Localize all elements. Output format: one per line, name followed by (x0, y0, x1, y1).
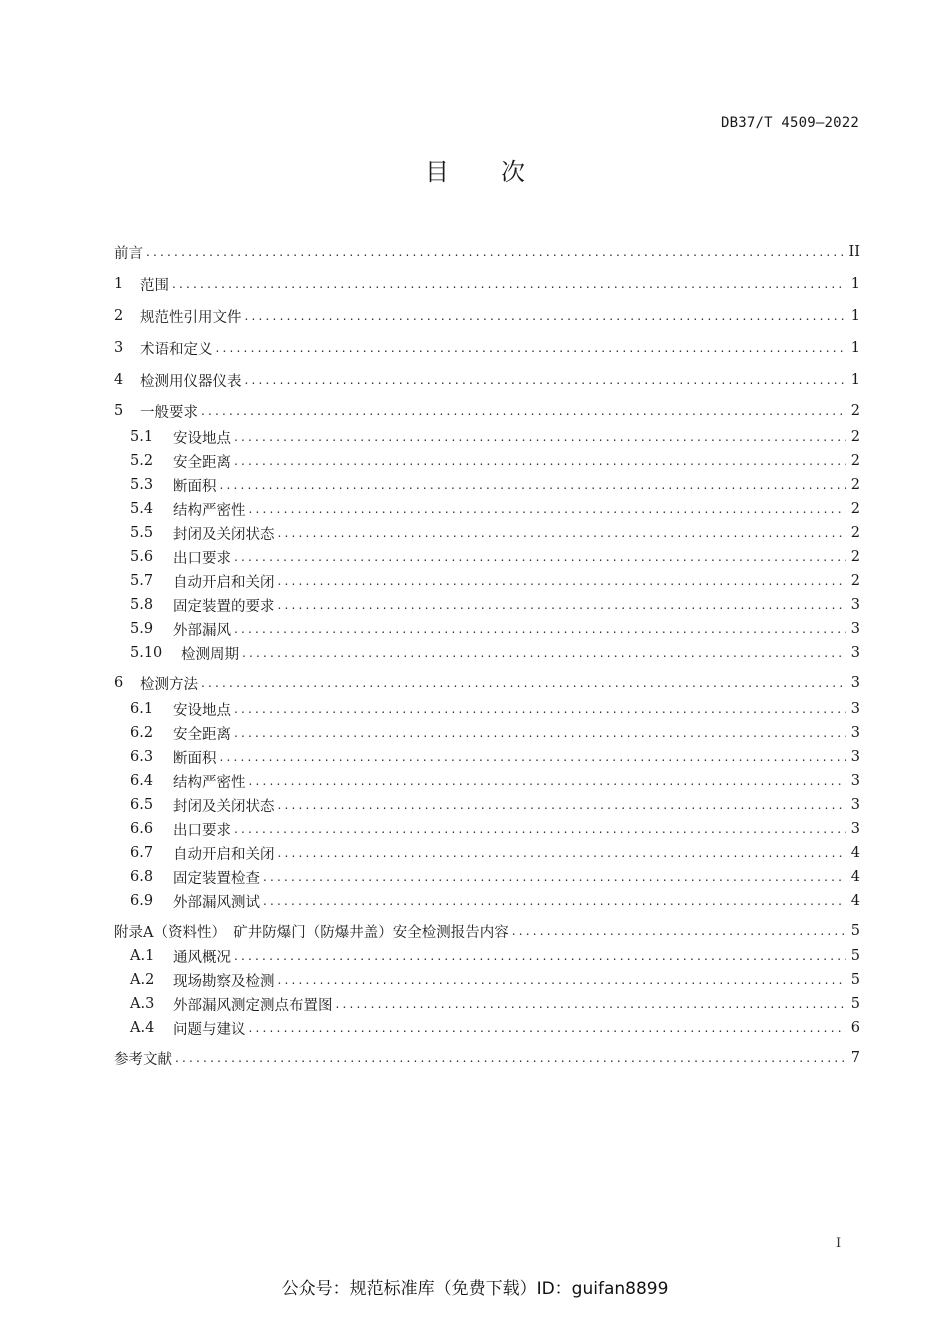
toc-entry-page: 1 (850, 340, 860, 356)
toc-entry-5[interactable] (114, 401, 860, 421)
toc-leader (234, 454, 846, 468)
toc-entry-page: 3 (850, 797, 860, 813)
toc-entry-number: 5 (114, 403, 124, 419)
toc-entry-page: 3 (850, 725, 860, 741)
toc-entry-5-2[interactable] (130, 451, 860, 471)
toc-entry-6-1[interactable] (130, 699, 860, 719)
toc-entry-label: 一般要求 (140, 404, 198, 421)
toc-leader (278, 846, 847, 860)
page-title (0, 152, 950, 187)
toc-entry-6-8[interactable] (130, 867, 860, 887)
toc-entry-label: 通风概况 (173, 949, 231, 966)
toc-entry-number: 3 (114, 340, 124, 356)
toc-entry-a-4[interactable] (130, 1018, 860, 1038)
title-char-1: 目 (425, 158, 449, 186)
toc-entry-page: 2 (850, 403, 860, 419)
toc-entry-page: 3 (850, 821, 860, 837)
toc-entry-number: 5.9 (130, 621, 154, 637)
toc-entry-label: 封闭及关闭状态 (173, 526, 275, 543)
toc-entry-number: 6.4 (130, 773, 154, 789)
toc-entry-number: 5.10 (130, 645, 163, 661)
toc-leader (234, 702, 846, 716)
toc-leader (512, 924, 846, 938)
toc-entry-page: 1 (850, 308, 860, 324)
toc-leader (216, 341, 847, 355)
toc-entry-number: A.1 (130, 948, 155, 964)
toc-entry-page: 3 (850, 597, 860, 613)
toc-entry-label: 结构严密性 (173, 502, 246, 519)
toc-leader (234, 550, 846, 564)
toc-entry-number: 2 (114, 308, 124, 324)
toc-entry-label: 前言 (114, 245, 143, 262)
toc-leader (242, 646, 846, 660)
toc-entry-number: 5.6 (130, 549, 154, 565)
toc-entry-label: 出口要求 (173, 822, 231, 839)
toc-entry-number: 6.9 (130, 893, 154, 909)
toc-entry-6-9[interactable] (130, 891, 860, 911)
toc-entry-label: 自动开启和关闭 (173, 846, 275, 863)
toc-entry-5-4[interactable] (130, 499, 860, 519)
toc-leader (201, 676, 846, 690)
toc-entry-page: 3 (850, 645, 860, 661)
toc-leader (278, 598, 847, 612)
toc-entry-6-2[interactable] (130, 723, 860, 743)
toc-entry-appendix-a[interactable] (114, 921, 860, 941)
toc-entry-number: 6.2 (130, 725, 154, 741)
toc-entry-page: 3 (850, 773, 860, 789)
toc-leader (278, 526, 847, 540)
toc-entry-number: 6.6 (130, 821, 154, 837)
toc-leader (220, 750, 847, 764)
toc-entry-label: 出口要求 (173, 550, 231, 567)
toc-entry-page: 4 (850, 869, 860, 885)
toc-entry-label: 范围 (140, 277, 169, 294)
toc-leader (234, 430, 846, 444)
toc-leader (336, 997, 847, 1011)
toc-entry-label: 安全距离 (173, 726, 231, 743)
toc-entry-page: II (848, 244, 860, 260)
toc-entry-page: 3 (850, 749, 860, 765)
toc-entry-page: 4 (850, 845, 860, 861)
toc-entry-4[interactable] (114, 370, 860, 390)
toc-entry-page: 7 (850, 1050, 860, 1066)
toc-entry-page: 5 (850, 948, 860, 964)
toc-entry-number: 1 (114, 276, 124, 292)
toc-entry-page: 3 (850, 701, 860, 717)
toc-leader (249, 774, 847, 788)
toc-entry-6-7[interactable] (130, 843, 860, 863)
toc-entry-label: 固定装置检查 (173, 870, 260, 887)
toc-entry-5-1[interactable] (130, 427, 860, 447)
toc-entry-label: 现场勘察及检测 (173, 973, 275, 990)
toc-leader (234, 822, 846, 836)
toc-entry-label: 结构严密性 (173, 774, 246, 791)
toc-entry-bibliography[interactable] (114, 1048, 860, 1068)
toc-entry-label: 封闭及关闭状态 (173, 798, 275, 815)
toc-entry-label: 安全距离 (173, 454, 231, 471)
toc-entry-page: 1 (850, 372, 860, 388)
toc-entry-number: 6.8 (130, 869, 154, 885)
toc-entry-page: 2 (850, 477, 860, 493)
toc-entry-5-7[interactable] (130, 571, 860, 591)
toc-leader (249, 1021, 847, 1035)
title-char-2: 次 (501, 158, 525, 186)
toc-leader (245, 373, 847, 387)
toc-entry-label: 检测方法 (140, 676, 198, 693)
toc-entry-5-10[interactable] (130, 643, 860, 663)
toc-entry-number: 5.8 (130, 597, 154, 613)
toc-leader (220, 478, 847, 492)
toc-entry-page: 1 (850, 276, 860, 292)
footer-watermark-text: 公众号：规范标准库（免费下载）ID：guifan8899 (281, 1279, 669, 1299)
page-number: I (836, 1236, 842, 1251)
toc-leader (146, 245, 845, 259)
toc-entry-number: 6.5 (130, 797, 154, 813)
toc-entry-page: 6 (850, 1020, 860, 1036)
toc-entry-6-5[interactable] (130, 795, 860, 815)
toc-entry-5-5[interactable] (130, 523, 860, 543)
toc-entry-label: 自动开启和关闭 (173, 574, 275, 591)
toc-entry-label: 安设地点 (173, 430, 231, 447)
toc-entry-5-9[interactable] (130, 619, 860, 639)
toc-entry-number: 5.4 (130, 501, 154, 517)
toc-entry-a-2[interactable] (130, 970, 860, 990)
toc-entry-page: 5 (850, 972, 860, 988)
toc-entry-number: 5.7 (130, 573, 154, 589)
toc-entry-page: 5 (850, 996, 860, 1012)
toc-leader (234, 726, 846, 740)
toc-entry-label: 检测用仪器仪表 (140, 373, 242, 390)
toc-entry-label: 外部漏风测定测点布置图 (173, 997, 333, 1014)
toc-entry-label: 附录A（资料性） 矿井防爆门（防爆井盖）安全检测报告内容 (114, 924, 509, 941)
toc-entry-page: 2 (850, 453, 860, 469)
toc-entry-label: 外部漏风 (173, 622, 231, 639)
toc-entry-number: A.3 (130, 996, 155, 1012)
toc-leader (278, 973, 847, 987)
toc-entry-number: 6.1 (130, 701, 154, 717)
toc-entry-label: 问题与建议 (173, 1021, 246, 1038)
toc-entry-6-3[interactable] (130, 747, 860, 767)
toc-entry-label: 断面积 (173, 478, 217, 495)
toc-leader (278, 574, 847, 588)
toc-entry-number: 5.5 (130, 525, 154, 541)
toc-entry-number: 4 (114, 372, 124, 388)
toc-entry-5-8[interactable] (130, 595, 860, 615)
toc-entry-number: 6 (114, 675, 124, 691)
toc-leader (263, 894, 846, 908)
toc-entry-5-6[interactable] (130, 547, 860, 567)
toc-leader (234, 949, 846, 963)
toc-entry-label: 术语和定义 (140, 341, 213, 358)
toc-entry-number: 6.7 (130, 845, 154, 861)
toc-entry-number: A.2 (130, 972, 155, 988)
toc-entry-label: 参考文献 (114, 1051, 172, 1068)
toc-leader (245, 309, 847, 323)
toc-entry-number: 5.2 (130, 453, 154, 469)
toc-entry-page: 3 (850, 675, 860, 691)
toc-entry-label: 检测周期 (181, 646, 239, 663)
toc-entry-label: 外部漏风测试 (173, 894, 260, 911)
toc-entry-page: 2 (850, 549, 860, 565)
toc-entry-label: 固定装置的要求 (173, 598, 275, 615)
toc-entry-a-1[interactable] (130, 946, 860, 966)
toc-entry-page: 3 (850, 621, 860, 637)
toc-leader (172, 277, 846, 291)
toc-leader (175, 1051, 846, 1065)
toc-entry-6[interactable] (114, 673, 860, 693)
toc-entry-page: 2 (850, 525, 860, 541)
document-code: DB37/T 4509—2022 (720, 115, 859, 131)
toc-leader (278, 798, 847, 812)
toc-entry-page: 2 (850, 501, 860, 517)
toc-entry-label: 规范性引用文件 (140, 309, 242, 326)
toc-entry-page: 4 (850, 893, 860, 909)
toc-entry-a-3[interactable] (130, 994, 860, 1014)
toc-leader (249, 502, 847, 516)
toc-entry-6-4[interactable] (130, 771, 860, 791)
toc-entry-1[interactable] (114, 274, 860, 294)
toc-entry-foreword[interactable] (114, 242, 860, 262)
toc-entry-label: 安设地点 (173, 702, 231, 719)
toc-entry-number: A.4 (130, 1020, 155, 1036)
toc-entry-5-3[interactable] (130, 475, 860, 495)
toc-leader (234, 622, 846, 636)
toc-leader (263, 870, 846, 884)
toc-entry-page: 5 (850, 923, 860, 939)
toc-entry-6-6[interactable] (130, 819, 860, 839)
toc-leader (201, 404, 846, 418)
toc-entry-number: 5.3 (130, 477, 154, 493)
toc-entry-number: 5.1 (130, 429, 154, 445)
toc-entry-label: 断面积 (173, 750, 217, 767)
toc-entry-2[interactable] (114, 306, 860, 326)
toc-entry-number: 6.3 (130, 749, 154, 765)
toc-entry-page: 2 (850, 573, 860, 589)
toc-entry-3[interactable] (114, 338, 860, 358)
toc-entry-page: 2 (850, 429, 860, 445)
